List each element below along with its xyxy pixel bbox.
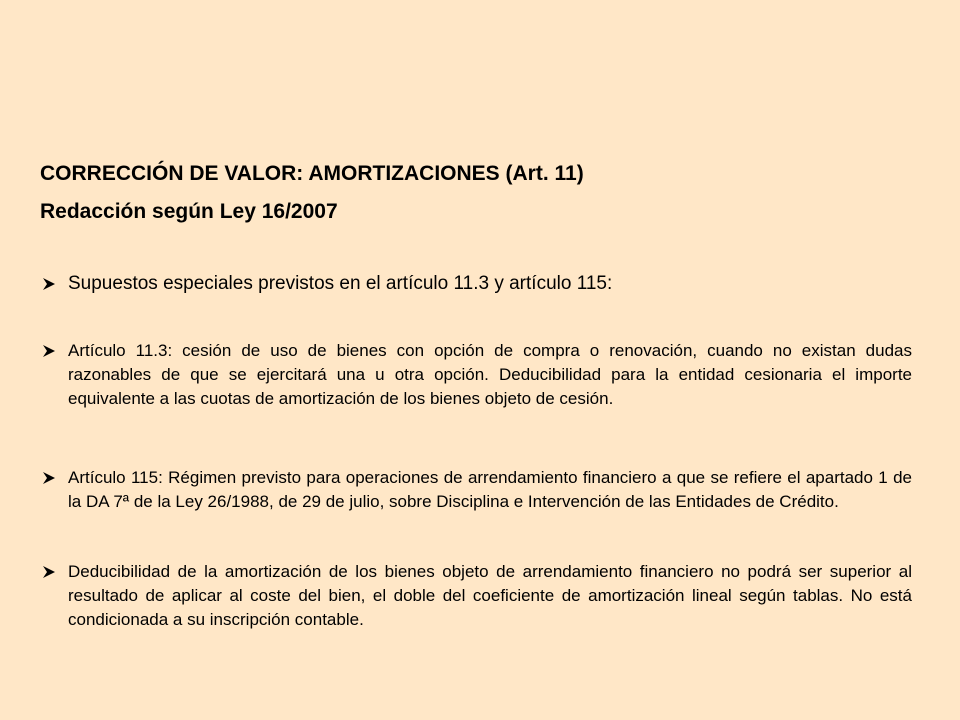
arrow-bullet-icon (42, 271, 68, 297)
bullet-text: Deducibilidad de la amortización de los bienes objeto de arrendamiento financiero no podrá ser superior al resultado de aplicar al coste del bien, el doble del coeficiente de amortización lineal según tablas. No está condicionada a su inscripción contable. (68, 562, 912, 629)
slide-title (40, 155, 920, 231)
arrow-bullet-icon (42, 560, 68, 584)
bullet-item-deducibilidad (42, 560, 912, 632)
title-line-2: Redacción según Ley 16/2007 (40, 200, 338, 223)
title-line-1: CORRECCIÓN DE VALOR: AMORTIZACIONES (Art. 11) (40, 162, 584, 185)
arrow-bullet-icon (42, 339, 68, 363)
bullet-text: Artículo 11.3: cesión de uso de bienes con opción de compra o renovación, cuando no existan dudas razonables de que se ejercitará una u otra opción. Deducibilidad para la entidad cesionaria el importe equivalente a las cuotas de amortización de los bienes objeto de cesión. (68, 341, 912, 408)
bullet-text: Artículo 115: Régimen previsto para operaciones de arrendamiento financiero a que se refiere el apartado 1 de la DA 7ª de la Ley 26/1988, de 29 de julio, sobre Disciplina e Intervención de las Entidades de Crédito. (68, 468, 912, 511)
arrow-bullet-icon (42, 466, 68, 490)
bullet-text: Supuestos especiales previstos en el artículo 11.3 y artículo 115: (68, 273, 613, 294)
bullet-item-supuestos (42, 271, 912, 297)
bullet-item-articulo-11-3 (42, 339, 912, 411)
bullet-item-articulo-115 (42, 466, 912, 514)
